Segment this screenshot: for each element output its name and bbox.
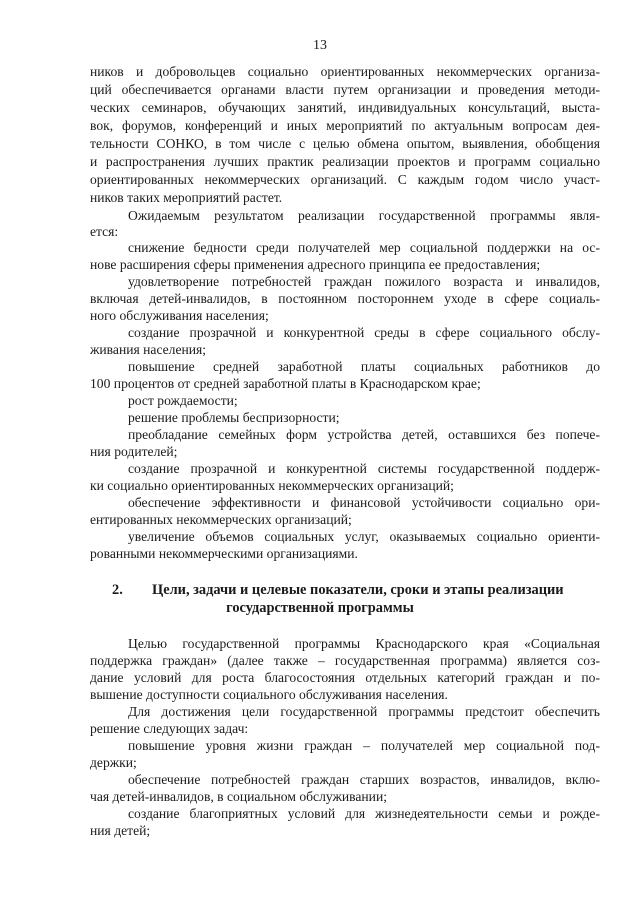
text-line: увеличение объемов социальных услуг, оказываемых социально ориенти- — [128, 529, 600, 544]
section-heading-line-1: Цели, задачи и целевые показатели, сроки и этапы реализации — [152, 582, 564, 598]
text-line: создание прозрачной и конкурентной системы государственной поддерж- — [128, 461, 600, 476]
text-line: ориентированных некоммерческих организаций. С каждым годом число участ- — [90, 172, 600, 187]
text-line: ций обеспечивается органами власти путем организации и проведения методи- — [90, 82, 600, 97]
text-line: нове расширения сферы применения адресного принципа ее предоставления; — [90, 257, 541, 272]
page-number: 13 — [313, 38, 327, 53]
text-line: ников и добровольцев социально ориентированных некоммерческих организа- — [90, 64, 600, 79]
text-line: удовлетворение потребностей граждан пожилого возраста и инвалидов, — [128, 274, 600, 289]
text-line: поддержка граждан» (далее также – государственная программа) является соз- — [90, 653, 600, 668]
text-line: обеспечение потребностей граждан старших возрастов, инвалидов, вклю- — [128, 772, 600, 787]
text-line: ки социально ориентированных некоммерческих организаций; — [90, 478, 454, 493]
text-line: Для достижения цели государственной программы предстоит обеспечить — [128, 704, 600, 719]
text-line: решение проблемы беспризорности; — [128, 410, 340, 425]
text-line: повышение средней заработной платы социальных работников до — [128, 359, 600, 374]
text-line: повышение уровня жизни граждан – получателей мер социальной под- — [128, 738, 600, 753]
text-line: ния родителей; — [90, 444, 178, 459]
text-line: 100 процентов от средней заработной платы в Краснодарском крае; — [90, 376, 481, 391]
text-line: ния детей; — [90, 823, 151, 838]
text-line: тельности СОНКО, в том числе с целью обмена опытом, выявления, обобщения — [90, 136, 600, 151]
text-line: Ожидаемым результатом реализации государственной программы явля- — [128, 208, 600, 223]
text-line: держки; — [90, 755, 137, 770]
text-line: Целью государственной программы Краснодарского края «Социальная — [128, 636, 600, 651]
text-line: включая детей-инвалидов, в постоянном постороннем уходе в сфере социаль- — [90, 291, 600, 306]
text-line: создание благоприятных условий для жизнедеятельности семьи и рожде- — [128, 806, 600, 821]
text-line: рост рождаемости; — [128, 393, 238, 408]
text-line: живания населения; — [90, 342, 207, 357]
text-line: вышение доступности социального обслуживания населения. — [90, 687, 448, 702]
text-line: ного обслуживания населения; — [90, 308, 269, 323]
text-line: чая детей-инвалидов, в социальном обслуживании; — [90, 789, 388, 804]
text-line: и распространения лучших практик реализации проектов и программ социально — [90, 154, 600, 169]
text-line: преобладание семейных форм устройства детей, оставшихся без попече- — [128, 427, 600, 442]
text-line: ников таких мероприятий растет. — [90, 190, 283, 205]
text-line: создание прозрачной и конкурентной среды в сфере социального обслу- — [128, 325, 600, 340]
text-line: вок, форумов, конференций и иных мероприятий по актуальным вопросам дея- — [90, 118, 600, 133]
text-line: обеспечение эффективности и финансовой устойчивости социально ори- — [128, 495, 600, 510]
text-line: снижение бедности среди получателей мер социальной поддержки на ос- — [128, 240, 600, 255]
text-line: дание условий для роста благосостояния отдельных категорий граждан и по- — [90, 670, 600, 685]
text-line: ентированных некоммерческих организаций; — [90, 512, 352, 527]
text-line: рованными некоммерческими организациями. — [90, 546, 358, 561]
text-line: ческих семинаров, обучающих занятий, индивидуальных консультаций, выста- — [90, 100, 600, 115]
section-heading-line-2: государственной программы — [226, 600, 414, 616]
section-number: 2. — [112, 582, 123, 598]
text-line: ется: — [90, 224, 119, 239]
text-line: решение следующих задач: — [90, 721, 249, 736]
